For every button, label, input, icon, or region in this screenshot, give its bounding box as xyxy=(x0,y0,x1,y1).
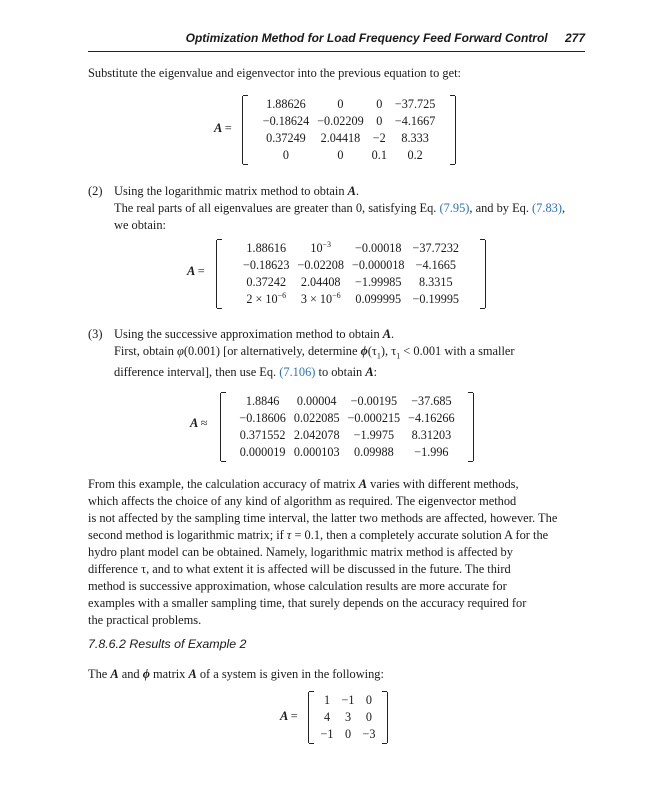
item-2-number: (2) xyxy=(88,184,103,198)
running-header xyxy=(88,31,585,52)
matrix-cell: 0.000103 xyxy=(293,445,340,459)
matrix-cell: −0.000018 xyxy=(351,258,405,272)
matrix-cell: 2.042078 xyxy=(293,428,340,442)
matrix-cell: −37.725 xyxy=(394,97,436,111)
matrix-cell: 0.022085 xyxy=(293,411,340,425)
matrix-cell: 0 xyxy=(337,97,344,111)
item-3-line-3: difference interval], then use Eq. (7.106) to obtain A: xyxy=(114,365,378,380)
matrix-cell: 0.371552 xyxy=(239,428,286,442)
matrix-cell: −0.18606 xyxy=(239,411,286,425)
matrix-cell: −37.685 xyxy=(411,394,452,408)
matrix-cell: 1.88616 xyxy=(246,241,287,255)
matrix-cell: −2 xyxy=(372,131,386,145)
section-title: Results of Example 2 xyxy=(129,637,247,651)
intro-paragraph: Substitute the eigenvalue and eigenvector into the previous equation to get: xyxy=(88,66,461,80)
matrix-3-lhs: A ≈ xyxy=(190,416,208,430)
running-header-title: Optimization Method for Load Frequency Feed Forward Control xyxy=(185,31,548,45)
item-2-line-1: Using the logarithmic matrix method to obtain A. xyxy=(114,184,360,198)
matrix-cell: −0.00195 xyxy=(350,394,398,408)
item-3-number: (3) xyxy=(88,327,103,341)
matrix-cell: −4.1667 xyxy=(394,114,436,128)
matrix-cell: 1 xyxy=(323,693,331,707)
item-2-line-3: we obtain: xyxy=(114,218,166,232)
matrix-cell: 0.099995 xyxy=(355,292,402,306)
item-3-line-2: First, obtain φ(0.001) [or alternatively, determine $\phi(\tau_1)$, $\tau_1 < 0.001$ with a smaller xyxy=(114,344,515,361)
matrix-cell: 2.04408 xyxy=(300,275,341,289)
matrix-cell: −0.18624 xyxy=(262,114,310,128)
matrix-cell: 0.09988 xyxy=(354,445,394,459)
matrix-cell: −0.19995 xyxy=(412,292,460,306)
matrix-cell: $2 \times 10^{-6}$ xyxy=(246,290,287,306)
item-3 xyxy=(88,326,586,381)
matrix-cell: 3 xyxy=(344,710,352,724)
matrix-cell: −3 xyxy=(362,727,376,741)
matrix-cell: 8.31203 xyxy=(411,428,452,442)
matrix-cell: 0.1 xyxy=(371,148,387,162)
example-2-intro: The A and ϕ matrix A of a system is given in the following: xyxy=(88,667,384,681)
matrix-cell: 1.8846 xyxy=(245,394,280,408)
item-3-line-1: Using the successive approximation method to obtain A. xyxy=(114,327,395,341)
matrix-cell: 0.37242 xyxy=(246,275,287,289)
matrix-cell: 0 xyxy=(282,148,289,162)
matrix-cell: 0 xyxy=(376,97,383,111)
equation-link[interactable]: (7.83) xyxy=(532,201,562,215)
matrix-1-lhs: A = xyxy=(214,121,232,135)
matrix-cell: 0.37249 xyxy=(266,131,306,145)
matrix-cell: −1.9975 xyxy=(353,428,395,442)
matrix-cell: −1 xyxy=(341,693,355,707)
matrix-4-body xyxy=(308,692,388,743)
matrix-cell: −0.000215 xyxy=(347,411,401,425)
matrix-cell: −1.996 xyxy=(414,445,449,459)
equation-link[interactable]: (7.95) xyxy=(439,201,470,215)
matrix-cell: 0.000019 xyxy=(239,445,286,459)
matrix-cell: −0.00018 xyxy=(355,241,402,255)
matrix-cell: −4.16266 xyxy=(408,411,455,425)
matrix-cell: 8.333 xyxy=(401,131,429,145)
matrix-cell: 0.00004 xyxy=(296,394,337,408)
matrix-1-body xyxy=(242,96,456,164)
matrix-cell: 0 xyxy=(337,148,344,162)
matrix-3-body xyxy=(220,393,474,461)
matrix-2-body xyxy=(216,240,486,308)
matrix-cell: 1.88626 xyxy=(266,97,306,111)
matrix-cell: −0.02209 xyxy=(317,114,364,128)
matrix-cell: −0.02208 xyxy=(297,258,344,272)
matrix-cell: −1 xyxy=(320,727,334,741)
matrix-cell: 8.3315 xyxy=(419,275,453,289)
matrix-cell: $3 \times 10^{-6}$ xyxy=(300,290,341,306)
matrix-cell: $10^{-3}$ xyxy=(310,239,332,255)
matrix-cell: 0 xyxy=(365,693,373,707)
equation-link[interactable]: (7.106) xyxy=(279,365,316,380)
item-2 xyxy=(88,183,586,234)
section-heading xyxy=(88,637,246,651)
matrix-cell: 0 xyxy=(344,727,352,741)
matrix-cell: −4.1665 xyxy=(415,258,456,272)
matrix-cell: 0.2 xyxy=(407,148,423,162)
matrix-cell: −37.7232 xyxy=(412,241,460,255)
conclusion-paragraph: From this example, the calculation accuracy of matrix A varies with different methods, which affects the choice of any kind of algorithm as required. The eigenvector method is not affected by the sampling time interval, the latter two methods are affected, however. The second method is logarithmic matrix; if τ = 0.1, then a completely accurate solution A for the hydro plant model can be obtained. Namely, logarithmic matrix method is affected by difference τ, and to what extent it is affected will be discussed in the future. The third method is successive approximation, whose calculation results are more accurate for examples with a smaller sampling time, that surely depends on the accuracy required for the practical problems. xyxy=(88,477,558,627)
matrix-4-lhs: A = xyxy=(280,709,298,723)
matrix-2-lhs: A = xyxy=(187,264,205,278)
matrix-cell: 0 xyxy=(376,114,383,128)
item-2-line-2: The real parts of all eigenvalues are greater than 0, satisfying Eq. (7.95), and by Eq. (7.83), xyxy=(114,201,566,215)
matrix-cell: −0.18623 xyxy=(242,258,290,272)
matrix-cell: 0 xyxy=(365,710,373,724)
matrix-cell: 2.04418 xyxy=(320,131,361,145)
section-number: 7.8.6.2 xyxy=(88,637,126,651)
matrix-cell: −1.99985 xyxy=(355,275,402,289)
page-number: 277 xyxy=(564,31,585,45)
matrix-cell: 4 xyxy=(323,710,331,724)
